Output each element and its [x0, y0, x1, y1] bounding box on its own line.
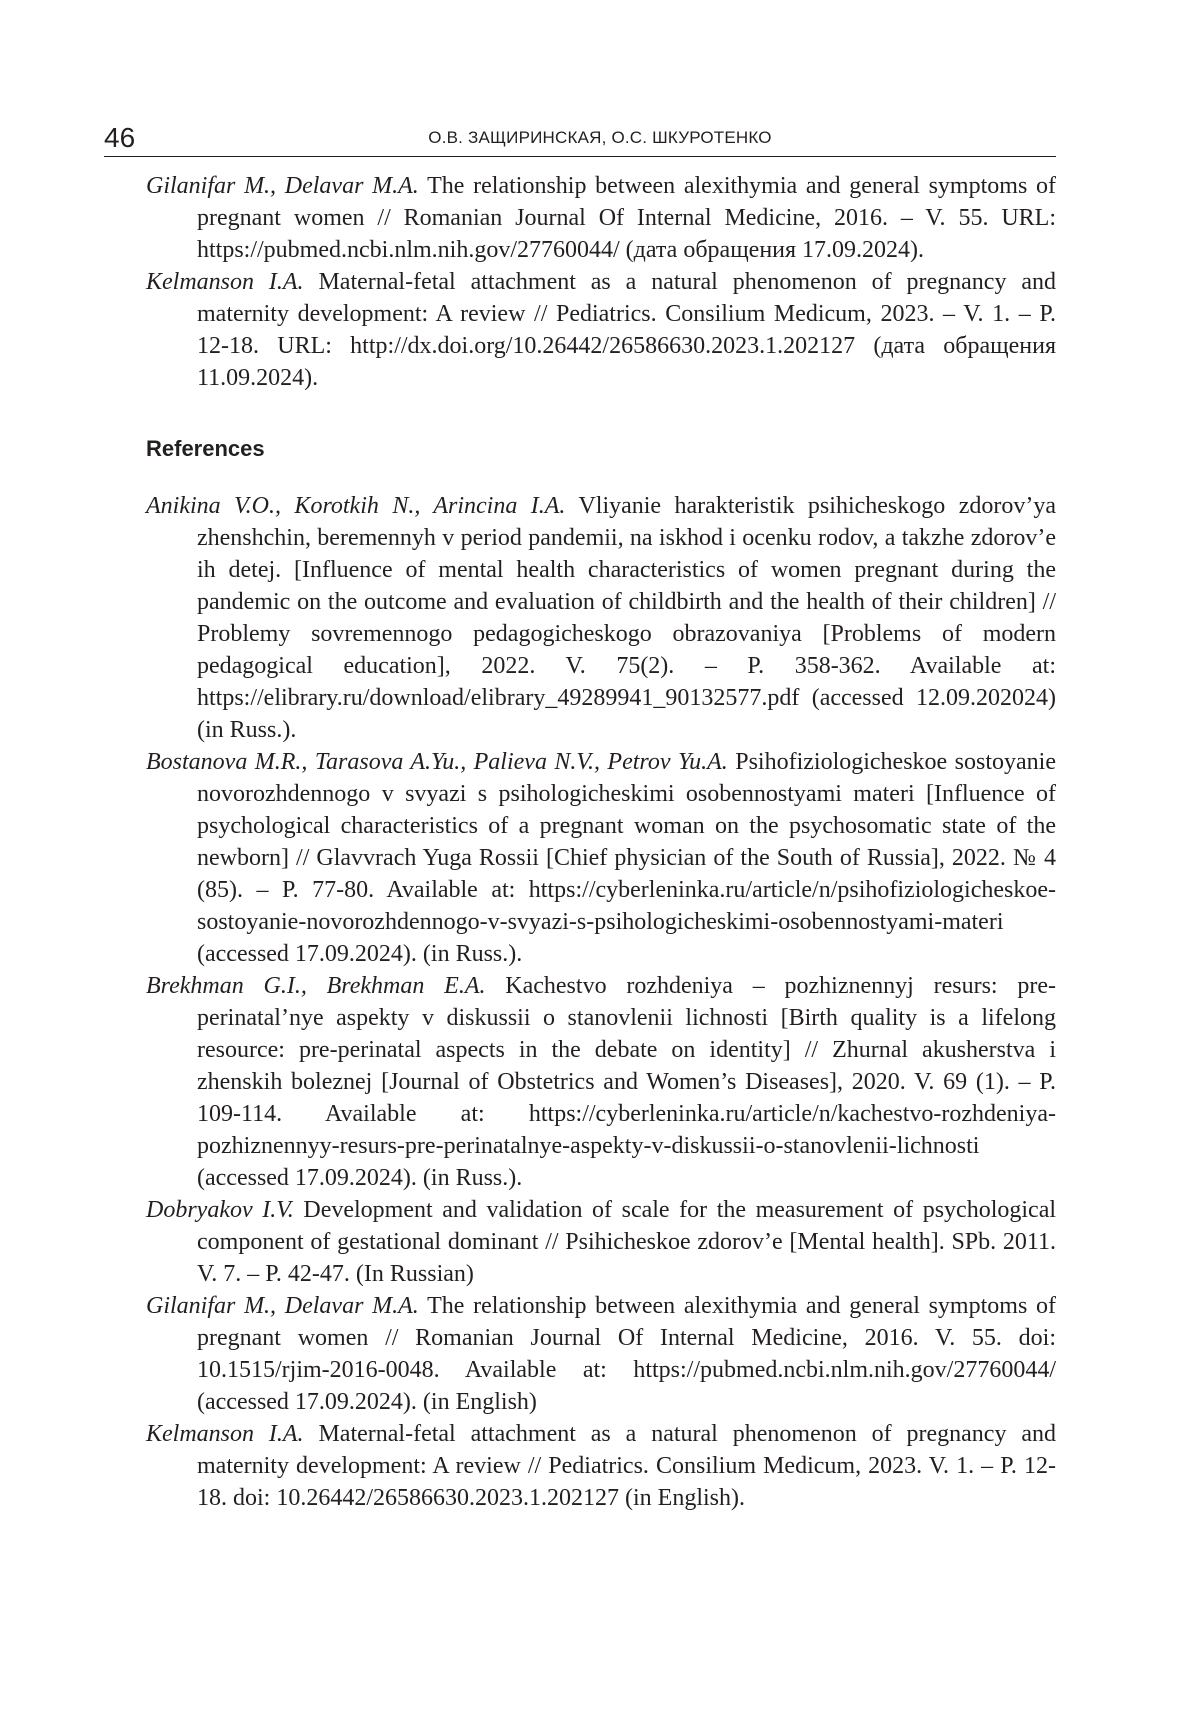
- references-list: [146, 490, 1056, 1514]
- reference-entry: [146, 970, 1056, 1194]
- reference-text: Development and validation of scale for the measurement of psychological component of gestational dominant // Psihicheskoe zdorov’e [Mental health]. SPb. 2011. V. 7. – P. 42-47. (In Russian): [197, 1197, 1057, 1287]
- reference-text: Vliyanie harakteristik psihicheskogo zdorov’ya zhenshchin, beremennyh v period pandemii, na iskhod i ocenku rodov, a takzhe zdorov’e ih detej. [Influence of mental health characteristics of women pregnant during the pandemic on the outcome and evaluation of childbirth and the health of their children] // Problemy sovremennogo pedagogicheskogo obrazovaniya [Problems of modern pedagogical education], 2022. V. 75(2). – P. 358-362. Available at: https://elibrary.ru/download/elibrary_49289941_90132577.pdf (accessed 12.09.202024) (in Russ.).: [197, 493, 1056, 743]
- page-body: [146, 170, 1056, 1514]
- reference-text: The relationship between alexithymia and general symptoms of pregnant women // Romanian Journal Of Internal Medicine, 2016. V. 55. doi: 10.1515/rjim-2016-0048. Available at: https://pubmed.ncbi.nlm.nih.gov/27760044/ (accessed 17.09.2024). (in English): [197, 1293, 1056, 1415]
- reference-text: Maternal-fetal attachment as a natural phenomenon of pregnancy and maternity development: A review // Pediatrics. Consilium Medicum, 2023. – V. 1. – P. 12-18. URL: http://dx.doi.org/10.26442/26586630.2023.1.202127 (дата обращения 11.09.2024).: [197, 269, 1057, 391]
- reference-entry: [146, 1194, 1056, 1290]
- reference-text: Psihofiziologicheskoe sostoyanie novorozhdennogo v svyazi s psihologicheskimi osobennostyami materi [Influence of psychological characteristics of a pregnant woman on the psychosomatic state of the newborn] // Glavvrach Yuga Rossii [Chief physician of the South of Russia], 2022. № 4 (85). – P. 77-80. Available at: https://cyberleninka.ru/article/n/psihofiziologicheskoe-sostoyanie-novorozhdennogo-v-svyazi-s-psihologicheskimi-osobennostyami-materi (accessed 17.09.2024). (in Russ.).: [197, 749, 1056, 967]
- continued-reference-list: [146, 170, 1056, 394]
- reference-text: Maternal-fetal attachment as a natural phenomenon of pregnancy and maternity development: A review // Pediatrics. Consilium Medicum, 2023. V. 1. – P. 12-18. doi: 10.26442/26586630.2023.1.202127 (in English).: [197, 1421, 1057, 1511]
- page-header: [104, 120, 1056, 157]
- reference-authors: Gilanifar M., Delavar M.A.: [146, 173, 419, 199]
- reference-entry: [146, 266, 1056, 394]
- reference-authors: Gilanifar M., Delavar M.A.: [146, 1293, 419, 1319]
- reference-authors: Dobryakov I.V.: [146, 1197, 294, 1223]
- reference-entry: [146, 170, 1056, 266]
- reference-authors: Anikina V.O., Korotkih N., Arincina I.A.: [146, 493, 566, 519]
- reference-entry: [146, 746, 1056, 970]
- reference-entry: [146, 1418, 1056, 1514]
- page-number: 46: [104, 122, 136, 153]
- references-heading: References: [146, 436, 265, 461]
- reference-authors: Kelmanson I.A.: [146, 269, 304, 295]
- reference-entry: [146, 490, 1056, 746]
- reference-entry: [146, 1290, 1056, 1418]
- reference-text: Kachestvo rozhdeniya – pozhiznennyj resurs: pre-perinatal’nye aspekty v diskussii o stanovlenii lichnosti [Birth quality is a lifelong resource: pre-perinatal aspects in the debate on identity] // Zhurnal akusherstva i zhenskih boleznej [Journal of Obstetrics and Women’s Diseases], 2020. V. 69 (1). – P. 109-114. Available at: https://cyberleninka.ru/article/n/kachestvo-rozhdeniya-pozhiznennyy-resurs-pre-perinatalnye-aspekty-v-diskussii-o-stanovlenii-lichnosti (accessed 17.09.2024). (in Russ.).: [197, 973, 1056, 1191]
- running-head: О.В. ЗАЩИРИНСКАЯ, О.С. ШКУРОТЕНКО: [428, 128, 772, 147]
- reference-authors: Brekhman G.I., Brekhman E.A.: [146, 973, 486, 999]
- reference-text: The relationship between alexithymia and general symptoms of pregnant women // Romanian Journal Of Internal Medicine, 2016. – V. 55. URL: https://pubmed.ncbi.nlm.nih.gov/27760044/ (дата обращения 17.09.2024).: [197, 173, 1056, 263]
- reference-authors: Bostanova M.R., Tarasova A.Yu., Palieva N.V., Petrov Yu.A.: [146, 749, 728, 775]
- reference-authors: Kelmanson I.A.: [146, 1421, 304, 1447]
